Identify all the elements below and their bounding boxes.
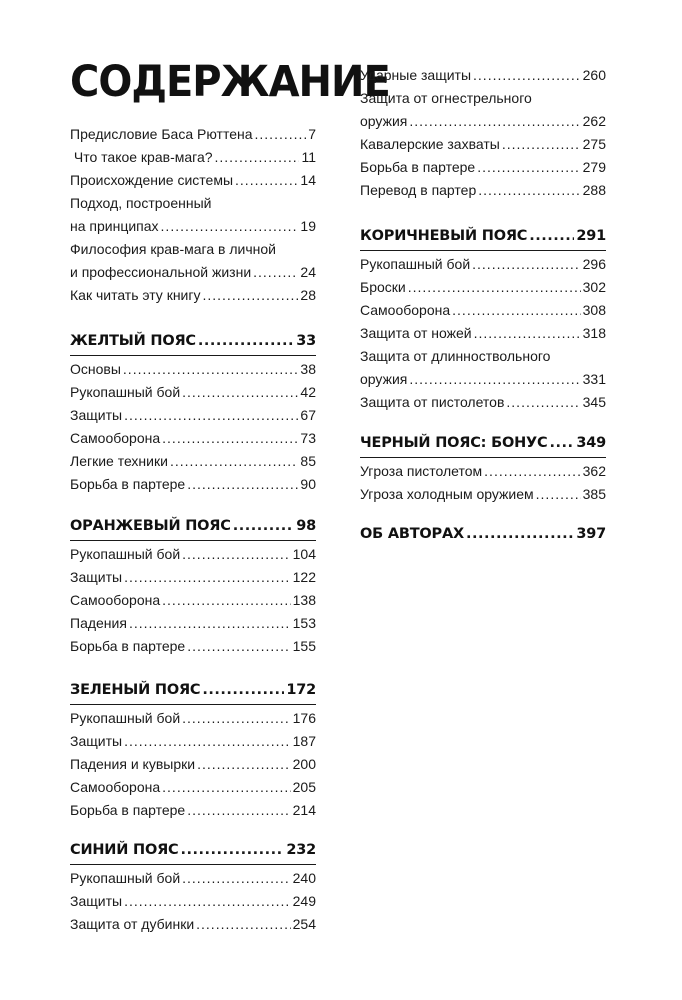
toc-entry[interactable] [360,276,606,299]
toc-entry-page: 249 [292,893,316,909]
toc-entry-page: 187 [292,733,316,749]
toc-entry-page: 331 [582,371,606,387]
toc-entry-text: Борьба в партере [70,476,186,492]
toc-entry-page: 153 [292,615,316,631]
toc-entry-text: оружия [360,371,408,387]
section-heading-title: ЖЕЛТЫЙ ПОЯС [70,333,196,349]
toc-entry[interactable] [360,322,606,345]
dot-leader [124,890,291,913]
section-heading[interactable] [70,328,316,354]
dot-leader [182,867,291,890]
dot-leader [187,635,290,658]
dot-leader [196,913,291,936]
toc-entry-text: Защиты [70,407,123,423]
dot-leader [161,215,299,238]
toc-entry-text: на принципах [70,218,159,234]
toc-entry-page: 7 [308,126,316,142]
section-divider [70,540,316,541]
toc-entry-text: Рукопашный бой [70,710,181,726]
dot-leader [202,284,298,307]
toc-entry-page: 104 [292,546,316,562]
dot-leader [197,753,291,776]
toc-entry-page: 345 [582,394,606,410]
dot-leader [477,156,580,179]
dot-leader [529,223,574,249]
section-heading-page: 291 [576,228,606,244]
toc-entry[interactable] [360,110,606,133]
dot-leader [408,276,581,299]
section-blue-belt [70,837,316,936]
dot-leader [124,730,291,753]
toc-entry-text: и профессиональной жизни [70,264,252,280]
dot-leader [549,430,574,456]
section-heading[interactable] [360,521,606,547]
section-heading-title: ЧЕРНЫЙ ПОЯС: БОНУС [360,435,548,451]
toc-entry-text: Рукопашный бой [70,384,181,400]
toc-entry[interactable] [70,543,316,566]
toc-entry-page: 279 [582,159,606,175]
toc-entry-text: Падения [70,615,127,631]
toc-entry-text: Самооборона [360,302,451,318]
dot-leader [253,261,298,284]
toc-entry-page: 90 [300,476,316,492]
dot-leader [182,707,291,730]
toc-entry[interactable] [70,473,316,496]
toc-entry-page: 385 [582,486,606,502]
toc-entry-page: 73 [300,430,316,446]
toc-entry[interactable] [70,730,316,753]
section-divider [360,250,606,251]
section-heading-title: ОБ АВТОРАХ [360,526,464,542]
toc-entry[interactable] [70,284,316,307]
toc-entry-page: 28 [300,287,316,303]
toc-entry[interactable] [70,799,316,822]
toc-entry-text: Защита от дубинки [70,916,195,932]
toc-entry-text: Легкие техники [70,453,168,469]
toc-entry-text: Рукопашный бой [70,870,181,886]
toc-entry[interactable] [70,427,316,450]
section-heading-page: 98 [296,518,316,534]
toc-entry-page: 122 [292,569,316,585]
toc-entry[interactable] [360,299,606,322]
toc-entry-text: Броски [360,279,406,295]
toc-entry-page: 240 [292,870,316,886]
dot-leader [409,110,580,133]
toc-entry[interactable] [70,913,316,936]
toc-entry[interactable] [70,867,316,890]
toc-entry[interactable] [70,612,316,635]
toc-entry-text: Что такое крав-мага? [70,149,213,165]
toc-entry-page: 24 [300,264,316,280]
section-heading-title: КОРИЧНЕВЫЙ ПОЯС [360,228,528,244]
toc-entry-first-line: Защита от длинноствольного [360,348,551,364]
dot-leader [129,612,291,635]
toc-entry-page: 155 [292,638,316,654]
dot-leader [198,328,294,354]
toc-entry[interactable] [70,169,316,192]
dot-leader [162,589,290,612]
toc-entry-text: Защиты [70,893,123,909]
toc-entry-page: 38 [300,361,316,377]
toc-entry-page: 200 [292,756,316,772]
dot-leader [187,473,298,496]
section-heading-page: 232 [286,842,316,858]
dot-leader [123,358,299,381]
section-divider [70,704,316,705]
toc-entry-page: 262 [582,113,606,129]
toc-entry-text: Борьба в партере [360,159,476,175]
section-divider [360,457,606,458]
toc-entry[interactable] [70,404,316,427]
toc-entry-text: Рукопашный бой [360,256,471,272]
toc-entry-text: Ударные защиты [360,67,472,83]
dot-leader [452,299,580,322]
toc-entry-text: Предисловие Баса Рюттена [70,126,253,142]
dot-leader [255,123,307,146]
section-yellow-belt [70,328,316,496]
section-heading[interactable] [360,430,606,456]
toc-entry-page: 19 [300,218,316,234]
section-heading[interactable] [70,677,316,703]
toc-entry-page: 85 [300,453,316,469]
dot-leader [124,566,291,589]
section-divider [70,355,316,356]
dot-leader [215,146,300,169]
dot-leader [162,776,290,799]
section-about-authors [360,521,606,547]
toc-entry-text: Самооборона [70,779,161,795]
toc-entry-text: Рукопашный бой [70,546,181,562]
dot-leader [182,543,291,566]
dot-leader [472,253,581,276]
dot-leader [502,133,581,156]
section-heading-page: 397 [576,526,606,542]
toc-entry[interactable] [360,179,606,202]
toc-entry-text: оружия [360,113,408,129]
dot-leader [162,427,298,450]
toc-entry-page: 14 [300,172,316,188]
toc-entry[interactable] [360,391,606,414]
dot-leader [466,521,574,547]
toc-entry-first-line: Философия крав-мага в личной [70,241,276,257]
toc-entry-page: 275 [582,136,606,152]
toc-entry[interactable] [70,753,316,776]
page-title: СОДЕРЖАНИЕ [70,58,390,107]
dot-leader [187,799,290,822]
section-heading-page: 33 [296,333,316,349]
section-orange-belt [70,513,316,658]
toc-entry[interactable] [70,589,316,612]
toc-entry-page: 42 [300,384,316,400]
toc-entry-page: 205 [292,779,316,795]
toc-entry[interactable] [360,133,606,156]
toc-entry-page: 288 [582,182,606,198]
dot-leader [181,837,285,863]
toc-entry[interactable] [360,64,606,87]
toc-entry-page: 214 [292,802,316,818]
toc-entry[interactable] [70,776,316,799]
toc-entry[interactable] [70,215,316,238]
section-heading-title: ЗЕЛЕНЫЙ ПОЯС [70,682,201,698]
section-black-belt-bonus [360,430,606,506]
toc-entry-text: Перевод в партер [360,182,477,198]
dot-leader [182,381,298,404]
toc-entry[interactable] [70,890,316,913]
intro-list [70,123,316,307]
section-heading-page: 172 [286,682,316,698]
toc-entry[interactable] [360,156,606,179]
dot-leader [473,64,581,87]
toc-entry[interactable] [70,707,316,730]
section-heading-title: СИНИЙ ПОЯС [70,842,179,858]
toc-entry[interactable] [70,123,316,146]
toc-entry-text: Защита от пистолетов [360,394,505,410]
section-heading-title: ОРАНЖЕВЫЙ ПОЯС [70,518,231,534]
dot-leader [478,179,580,202]
toc-entry-text: Основы [70,361,121,377]
toc-entry-text: Защиты [70,733,123,749]
dot-leader [409,368,580,391]
section-green-belt [70,677,316,822]
toc-entry[interactable] [360,483,606,506]
section-heading[interactable] [70,837,316,863]
toc-entry-text: Угроза холодным оружием [360,486,534,502]
dot-leader [233,513,295,539]
toc-entry-page: 11 [301,149,316,165]
toc-entry-text: Борьба в партере [70,638,186,654]
toc-entry[interactable] [70,450,316,473]
dot-leader [484,460,580,483]
toc-entry-text: Кавалерские захваты [360,136,500,152]
toc-entry-text: Защита от ножей [360,325,472,341]
section-heading-page: 349 [576,435,606,451]
section-brown-belt [360,223,606,414]
section-blue-belt-continued [360,64,606,202]
toc-entry[interactable] [70,146,316,169]
dot-leader [124,404,298,427]
toc-entry-page: 260 [582,67,606,83]
toc-entry-text: Происхождение системы [70,172,234,188]
toc-entry-text: Падения и кувырки [70,756,196,772]
toc-entry-page: 308 [582,302,606,318]
toc-entry-page: 362 [582,463,606,479]
toc-entry-page: 318 [582,325,606,341]
toc-entry-text: Самооборона [70,430,161,446]
dot-leader [474,322,581,345]
toc-entry-text: Самооборона [70,592,161,608]
toc-entry-text: Как читать эту книгу [70,287,201,303]
toc-entry[interactable] [360,253,606,276]
section-heading[interactable] [70,513,316,539]
toc-entry-page: 67 [300,407,316,423]
toc-entry[interactable] [70,635,316,658]
toc-entry[interactable] [70,381,316,404]
toc-entry-text: Борьба в партере [70,802,186,818]
toc-entry[interactable] [360,460,606,483]
toc-entry-page: 138 [292,592,316,608]
toc-entry-first-line: Защита от огнестрельного [360,90,532,106]
toc-entry-text: Угроза пистолетом [360,463,483,479]
section-divider [70,864,316,865]
dot-leader [235,169,298,192]
dot-leader [536,483,581,506]
dot-leader [170,450,298,473]
toc-entry-page: 176 [292,710,316,726]
toc-entry-first-line: Подход, построенный [70,195,212,211]
toc-entry-text: Защиты [70,569,123,585]
toc-entry[interactable] [70,261,316,284]
toc-entry-page: 254 [292,916,316,932]
toc-entry[interactable] [70,358,316,381]
toc-entry[interactable] [70,566,316,589]
toc-entry-page: 296 [582,256,606,272]
toc-entry-page: 302 [582,279,606,295]
dot-leader [506,391,580,414]
section-heading[interactable] [360,223,606,249]
toc-entry[interactable] [360,368,606,391]
dot-leader [202,677,284,703]
